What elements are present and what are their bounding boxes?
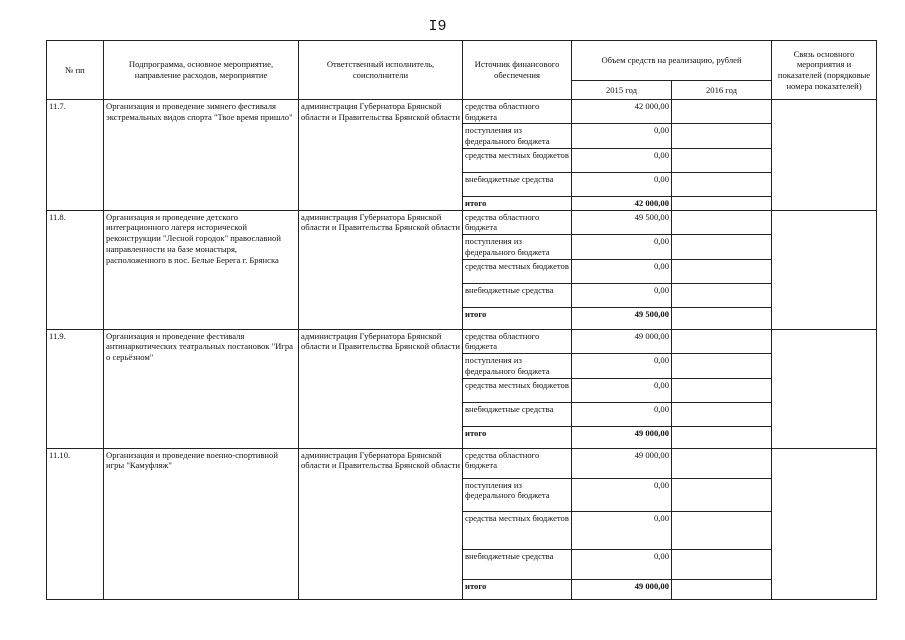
link-cell	[772, 329, 877, 448]
executor-cell: администрация Губернатора Брянской области и Правительства Брянской области	[299, 210, 463, 329]
amount-2015-cell: 0,00	[572, 283, 672, 307]
amount-2016-cell	[672, 283, 772, 307]
amount-2015-cell: 0,00	[572, 549, 672, 579]
source-cell: средства местных бюджетов	[463, 259, 572, 283]
table-header	[47, 41, 877, 100]
amount-2015-cell: 42 000,00	[572, 100, 672, 124]
source-cell: поступления из федерального бюджета	[463, 124, 572, 148]
source-cell: средства областного бюджета	[463, 329, 572, 353]
amount-2015-cell: 49 000,00	[572, 329, 672, 353]
amount-2015-cell: 0,00	[572, 354, 672, 378]
amount-2015-cell: 0,00	[572, 172, 672, 196]
source-cell: поступления из федерального бюджета	[463, 235, 572, 259]
amount-2015-cell: 0,00	[572, 235, 672, 259]
amount-2016-cell	[672, 329, 772, 353]
header-link: Связь основного мероприятия и показателей (порядковые номера показателей)	[772, 41, 877, 100]
source-cell: средства местных бюджетов	[463, 378, 572, 402]
page-number: I9	[428, 18, 447, 35]
source-cell: внебюджетные средства	[463, 172, 572, 196]
link-cell	[772, 210, 877, 329]
header-volume: Объем средств на реализацию, рублей	[572, 41, 772, 81]
program-cell: Организация и проведение фестиваля антинаркотических театральных постановок "Игра о серьёзном"	[104, 329, 299, 448]
amount-2016-cell	[672, 378, 772, 402]
total-label: итого	[463, 426, 572, 448]
amount-2016-cell	[672, 259, 772, 283]
total-amount-2015: 49 000,00	[572, 426, 672, 448]
header-num: № пп	[47, 41, 104, 100]
total-amount-2015: 49 000,00	[572, 579, 672, 599]
total-amount-2016	[672, 426, 772, 448]
executor-cell: администрация Губернатора Брянской области и Правительства Брянской области	[299, 448, 463, 599]
link-cell	[772, 448, 877, 599]
amount-2016-cell	[672, 210, 772, 234]
amount-2016-cell	[672, 511, 772, 549]
source-cell: средства областного бюджета	[463, 210, 572, 234]
row-number: 11.7.	[47, 100, 104, 211]
table-row	[47, 210, 877, 234]
amount-2015-cell: 0,00	[572, 378, 672, 402]
amount-2015-cell: 0,00	[572, 259, 672, 283]
total-label: итого	[463, 196, 572, 210]
total-label: итого	[463, 579, 572, 599]
budget-table	[46, 40, 877, 600]
amount-2015-cell: 0,00	[572, 511, 672, 549]
row-number: 11.10.	[47, 448, 104, 599]
total-amount-2016	[672, 307, 772, 329]
source-cell: внебюджетные средства	[463, 402, 572, 426]
amount-2016-cell	[672, 235, 772, 259]
source-cell: поступления из федерального бюджета	[463, 354, 572, 378]
amount-2015-cell: 49 500,00	[572, 210, 672, 234]
source-cell: средства местных бюджетов	[463, 511, 572, 549]
source-cell: средства местных бюджетов	[463, 148, 572, 172]
total-label: итого	[463, 307, 572, 329]
source-cell: поступления из федерального бюджета	[463, 478, 572, 511]
total-amount-2016	[672, 579, 772, 599]
header-source: Источник финансового обеспечения	[463, 41, 572, 100]
program-cell: Организация и проведение военно-спортивной игры "Камуфляж"	[104, 448, 299, 599]
header-executor: Ответственный исполнитель, соисполнители	[299, 41, 463, 100]
amount-2015-cell: 0,00	[572, 124, 672, 148]
amount-2016-cell	[672, 478, 772, 511]
amount-2016-cell	[672, 124, 772, 148]
table-body	[47, 100, 877, 600]
program-cell: Организация и проведение детского интеграционного лагеря исторической реконструкции "Лесной городок" православной направленности на базе монастыря, расположенного в пос. Белые Берега г. Брянска	[104, 210, 299, 329]
executor-cell: администрация Губернатора Брянской области и Правительства Брянской области	[299, 329, 463, 448]
source-cell: средства областного бюджета	[463, 448, 572, 478]
table-row	[47, 329, 877, 353]
link-cell	[772, 100, 877, 211]
total-amount-2016	[672, 196, 772, 210]
source-cell: внебюджетные средства	[463, 283, 572, 307]
amount-2016-cell	[672, 172, 772, 196]
row-number: 11.9.	[47, 329, 104, 448]
amount-2015-cell: 0,00	[572, 148, 672, 172]
source-cell: средства областного бюджета	[463, 100, 572, 124]
executor-cell: администрация Губернатора Брянской области и Правительства Брянской области	[299, 100, 463, 211]
amount-2016-cell	[672, 549, 772, 579]
amount-2015-cell: 49 000,00	[572, 448, 672, 478]
table-row	[47, 448, 877, 478]
header-year-2015: 2015 год	[572, 81, 672, 100]
amount-2015-cell: 0,00	[572, 402, 672, 426]
program-cell: Организация и проведение зимнего фестиваля экстремальных видов спорта "Твое время пришло"	[104, 100, 299, 211]
amount-2016-cell	[672, 402, 772, 426]
amount-2015-cell: 0,00	[572, 478, 672, 511]
amount-2016-cell	[672, 148, 772, 172]
total-amount-2015: 49 500,00	[572, 307, 672, 329]
total-amount-2015: 42 000,00	[572, 196, 672, 210]
amount-2016-cell	[672, 448, 772, 478]
row-number: 11.8.	[47, 210, 104, 329]
amount-2016-cell	[672, 354, 772, 378]
table-row	[47, 100, 877, 124]
header-program: Подпрограмма, основное мероприятие, направление расходов, мероприятие	[104, 41, 299, 100]
source-cell: внебюджетные средства	[463, 549, 572, 579]
header-year-2016: 2016 год	[672, 81, 772, 100]
amount-2016-cell	[672, 100, 772, 124]
